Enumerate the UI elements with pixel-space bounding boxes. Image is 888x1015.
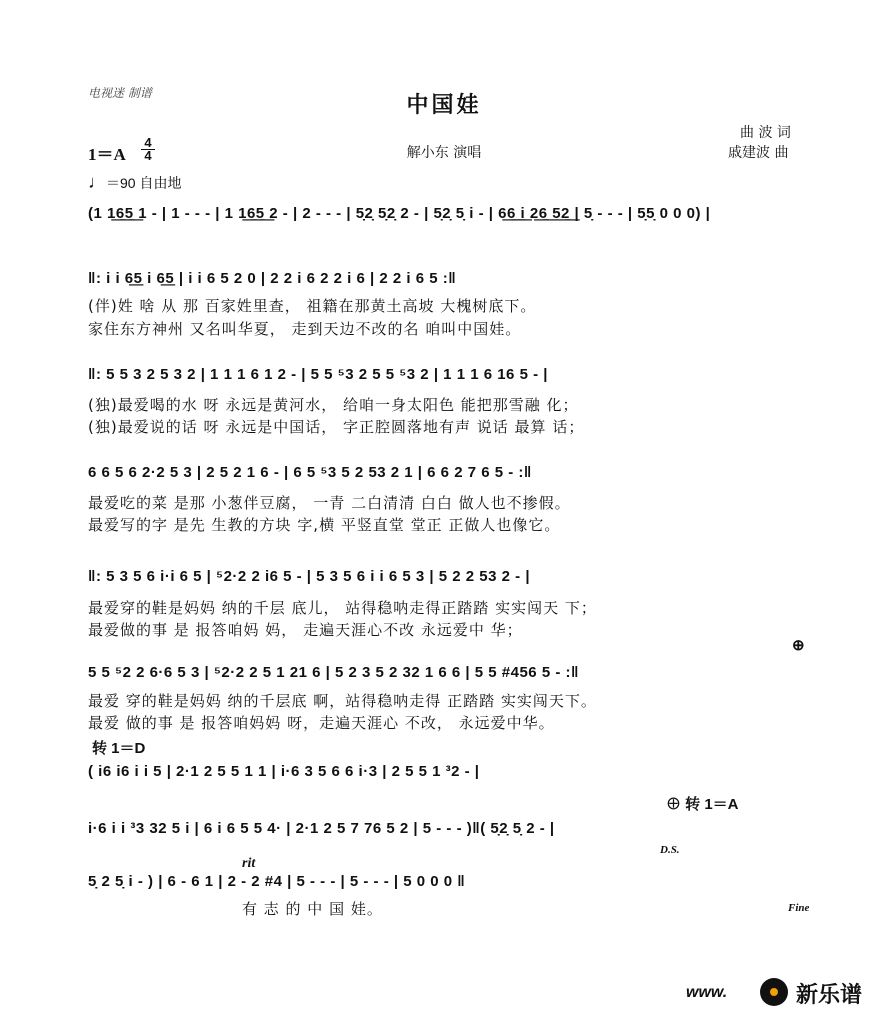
modulation-to-a: ⊕ 转 1＝A bbox=[666, 796, 739, 813]
key-signature: 1＝A bbox=[88, 145, 126, 164]
composer-credit: 戚建波 曲 bbox=[728, 145, 789, 161]
score-row-3: ‖: 5 5 3 2 5 3 2 | 1 1 1 6 1 2 - | 5 5 ⁵3 2 5 5 ⁵3 2 | 1 1 1 6 16 5 - | bbox=[88, 366, 548, 383]
song-title: 中国娃 bbox=[406, 92, 482, 118]
tempo-text: ＝90 自由地 bbox=[106, 175, 182, 191]
ritardando-mark: rit bbox=[242, 856, 256, 871]
lyric-row-5-verse-1: 最爱穿的鞋是妈妈 纳的千层 底儿， 站得稳呐走得正踏踏 实实闯天 下； bbox=[88, 599, 597, 617]
record-disc-icon bbox=[760, 978, 788, 1006]
lyric-row-4-verse-2: 最爱写的字 是先 生教的方块 字,横 平竖直堂 堂正 正做人也像它。 bbox=[88, 516, 561, 534]
lyric-row-3-verse-2: (独)最爱说的话 呀 永远是中国话， 字正腔圆落地有声 说话 最算 话； bbox=[88, 418, 585, 436]
lyric-row-9: 有 志 的 中 国 娃。 bbox=[242, 900, 383, 918]
lyric-row-3-verse-1: (独)最爱喝的水 呀 永远是黄河水， 给咱一身太阳色 能把那雪融 化； bbox=[88, 396, 579, 414]
score-row-9: 5̣ 2 5̣ i - ) | 6 - 6 1 | 2 - 2 #4 | 5 - - - | 5 - - - | 5 0 0 0 ‖ bbox=[88, 873, 466, 890]
lyricist-credit: 曲 波 词 bbox=[740, 125, 791, 141]
score-row-4: 6 6 5 6 2·2 5 3 | 2 5 2 1 6 - | 6 5 ⁵3 5 2 53 2 1 | 6 6 2 7 6 5 - :‖ bbox=[88, 464, 532, 481]
lyric-row-6-verse-2: 最爱 做的事 是 报答咱妈妈 呀，走遍天涯心 不改， 永远爱中华。 bbox=[88, 714, 555, 732]
score-row-6: 5 5 ⁵2 2 6·6 5 3 | ⁵2·2 2 5 1 21 6 | 5 2 3 5 2 32 1 6 6 | 5 5 #456 5 - :‖ bbox=[88, 664, 579, 681]
tempo-marking bbox=[88, 172, 181, 193]
score-row-5: ‖: 5 3 5 6 i·i 6 5 | ⁵2·2 2 i6 5 - | 5 3 5 6 i i 6 5 3 | 5 2 2 53 2 - | bbox=[88, 568, 531, 585]
lyric-row-5-verse-2: 最爱做的事 是 报答咱妈 妈， 走遍天涯心不改 永远爱中 华； bbox=[88, 621, 523, 639]
score-row-7: ( i6 i6 i i 5 | 2·1 2 5 5 1 1 | i·6 3 5 6 6 i·3 | 2 5 5 1 ³2 - | bbox=[88, 763, 480, 780]
singer-credit: 解小东 演唱 bbox=[406, 145, 482, 161]
lyric-row-2-verse-1: (伴)姓 啥 从 那 百家姓里查， 祖籍在那黄土高坡 大槐树底下。 bbox=[88, 297, 537, 315]
score-maker: 电视迷 制谱 bbox=[88, 86, 152, 100]
lyric-row-2-verse-2: 家住东方神州 又名叫华夏， 走到天边不改的名 咱叫中国娃。 bbox=[88, 320, 522, 338]
dal-segno-mark: D.S. bbox=[660, 844, 680, 856]
watermark-url: www. bbox=[686, 984, 728, 1001]
brand-logo: 新乐谱 bbox=[796, 983, 863, 1008]
time-signature bbox=[141, 137, 155, 162]
score-row-2: ‖: i i 6͟5 i 6͟5 | i i 6 5 2 0 | 2 2 i 6 2 2 i 6 | 2 2 i 6 5 :‖ bbox=[88, 270, 457, 287]
lyric-row-6-verse-1: 最爱 穿的鞋是妈妈 纳的千层底 啊，站得稳呐走得 正踏踏 实实闯天下。 bbox=[88, 692, 597, 710]
fine-mark: Fine bbox=[788, 902, 810, 914]
score-row-8: i·6 i i ³3 32 5 i | 6 i 6 5 5 4· | 2·1 2 5 7 76 5 2 | 5 - - - )‖( 5̣2̣ 5̣ 2 - | bbox=[88, 820, 555, 837]
time-signature-bottom: 4 bbox=[141, 149, 155, 162]
lyric-row-4-verse-1: 最爱吃的菜 是那 小葱伴豆腐， 一青 二白清清 白白 做人也不掺假。 bbox=[88, 494, 571, 512]
quarter-note-icon: ♩ bbox=[88, 172, 106, 192]
modulation-to-d: 转 1＝D bbox=[92, 740, 146, 757]
score-row-1: (1 1͟6͟5͟ 1 - | 1 - - - | 1 1͟6͟5͟ 2 - | 2 - - - | 5̣2̣ 5̣2̣ 2 - | 5̣2̣ 5̣ i - | 6͟6͟ i͟ 2͟6͟ 5͟2͟ | 5̣ - - - | 5̣5̣ 0 0 0) | bbox=[88, 205, 711, 222]
time-signature-top: 4 bbox=[144, 135, 152, 150]
coda-sign-icon: ⊕ bbox=[792, 637, 805, 654]
